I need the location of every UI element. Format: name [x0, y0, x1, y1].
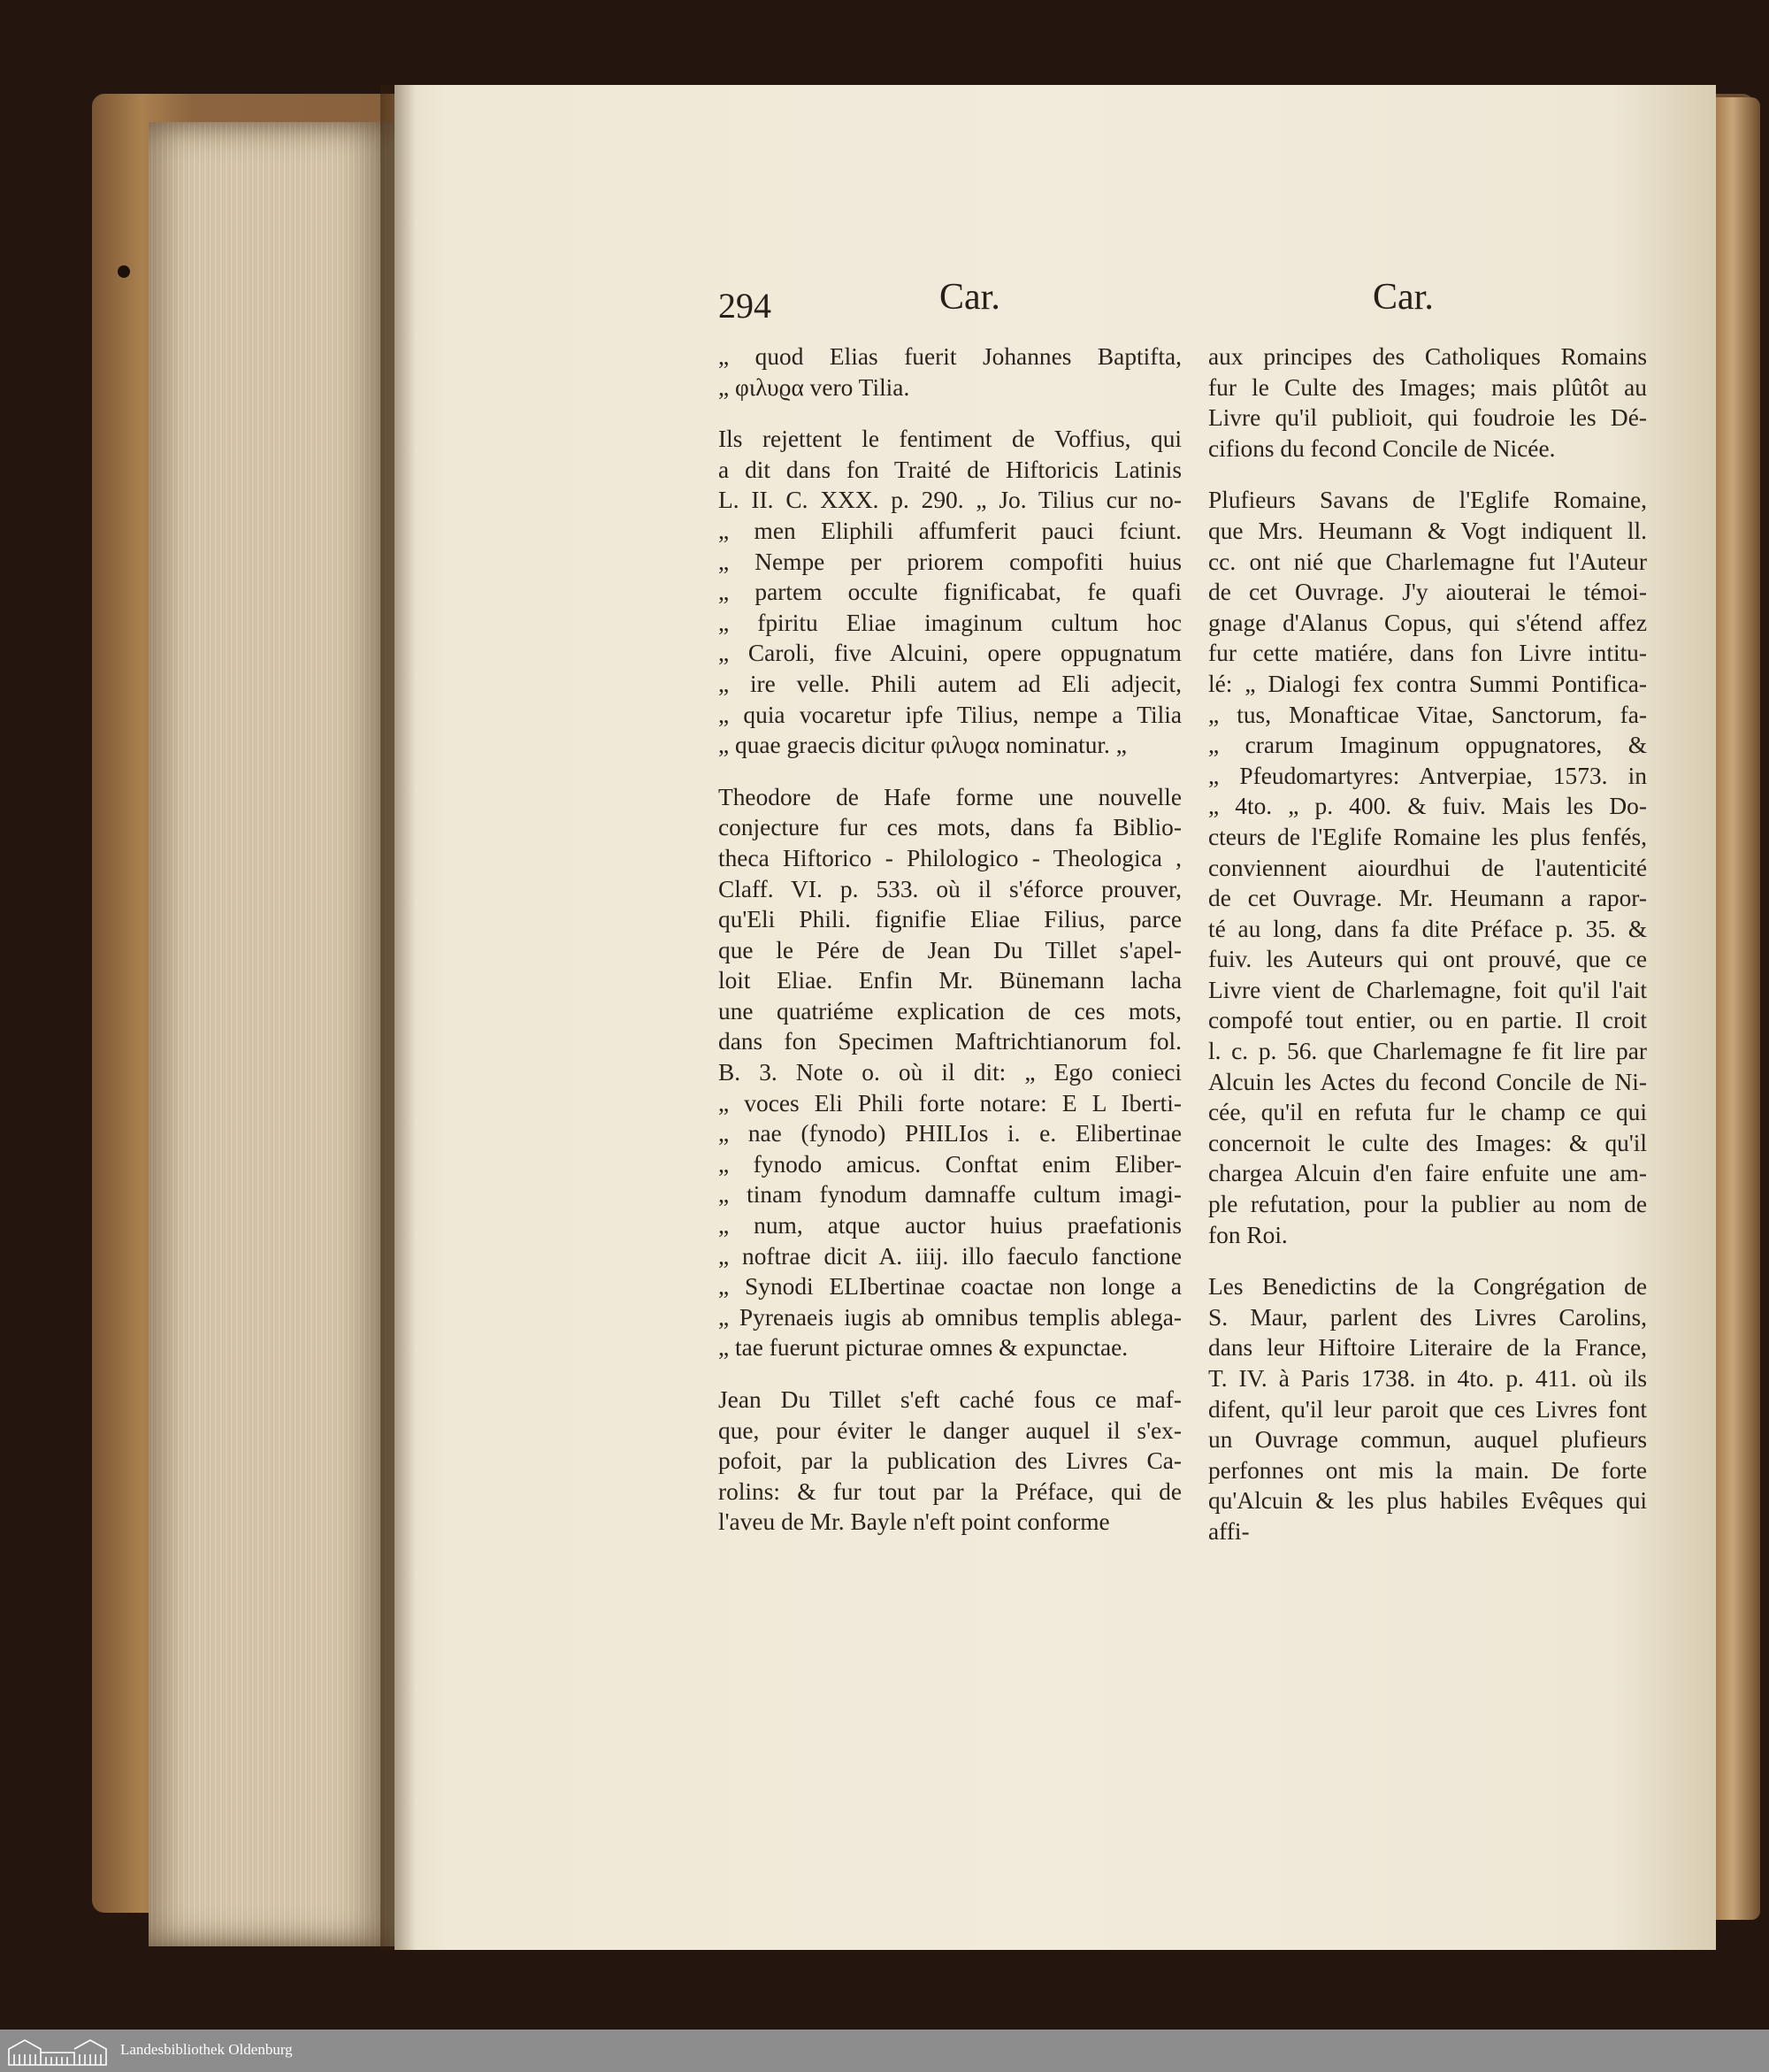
- text-line: Ils rejettent le fentiment de Voffius, qui: [718, 426, 1182, 453]
- text-line: aux principes des Catholiques Romains: [1208, 343, 1647, 370]
- right-text-column: [1208, 341, 1647, 1547]
- text-line: „ Nempe per priorem compofiti huius: [718, 548, 1182, 575]
- text-line: l'aveu de Mr. Bayle n'eft point conforme: [718, 1508, 1110, 1536]
- text-line: pofoit, par la publication des Livres Ca-: [718, 1447, 1182, 1475]
- running-head-right: Car.: [1373, 277, 1434, 318]
- text-line: L. II. C. XXX. p. 290. „ Jo. Tilius cur no-: [718, 487, 1182, 514]
- text-line: Plufieurs Savans de l'Eglife Romaine,: [1208, 487, 1647, 514]
- text-line: Livre qu'il publioit, qui foudroie les Dé-: [1208, 404, 1647, 432]
- text-line: „ quae graecis dicitur φιλυϱα nominatur. „: [718, 732, 1127, 759]
- text-line: Theodore de Hafe forme une nouvelle: [718, 783, 1182, 810]
- text-line: que Mrs. Heumann & Vogt indiquent ll.: [1208, 517, 1647, 544]
- text-line: „ φιλυϱα vero Tilia.: [718, 373, 910, 401]
- text-line: Alcuin les Actes du fecond Concile de Ni-: [1208, 1068, 1647, 1095]
- text-line: conjecture fur ces mots, dans fa Biblio-: [718, 814, 1182, 841]
- text-line: de cet Ouvrage. J'y aiouterai le témoi-: [1208, 579, 1647, 606]
- text-line: „ 4to. „ p. 400. & fuiv. Mais les Do-: [1208, 793, 1647, 820]
- text-line: „ tus, Monafticae Vitae, Sanctorum, fa-: [1208, 701, 1647, 728]
- text-line: „ men Eliphili affumferit pauci fciunt.: [718, 517, 1182, 544]
- text-line: theca Hiftorico - Philologico - Theologica ,: [718, 844, 1182, 871]
- paragraph-gap: [1208, 464, 1647, 485]
- text-line: „ fynodo amicus. Conftat enim Eliber-: [718, 1150, 1182, 1178]
- text-line: cée, qu'il en refuta fur le champ ce qui: [1208, 1099, 1647, 1126]
- text-line: qu'Eli Phili. fignifie Eliae Filius, parce: [718, 906, 1182, 933]
- text-line: conviennent aiourdhui de l'autenticité: [1208, 854, 1647, 881]
- page-number: 294: [718, 286, 771, 326]
- text-line: difent, qu'il leur paroit que ces Livres font: [1208, 1395, 1647, 1423]
- text-line: Les Benedictins de la Congrégation de: [1208, 1273, 1647, 1301]
- running-head-left: Car.: [939, 277, 1000, 318]
- text-line: „ Synodi ELIbertinae coactae non longe a: [718, 1273, 1182, 1301]
- text-line: „ crarum Imaginum oppugnatores, &: [1208, 732, 1647, 759]
- text-line: compofé tout entier, ou en partie. Il croit: [1208, 1007, 1647, 1034]
- paragraph-gap: [718, 1363, 1182, 1385]
- text-line: „ quia vocaretur ipfe Tilius, nempe a Tilia: [718, 701, 1182, 728]
- text-line: „ voces Eli Phili forte notare: E L Iberti-: [718, 1089, 1182, 1117]
- text-line: loit Eliae. Enfin Mr. Bünemann lacha: [718, 967, 1182, 994]
- text-line: „ Pfeudomartyres: Antverpiae, 1573. in: [1208, 762, 1647, 789]
- page-edges: [149, 122, 398, 1946]
- text-line: fur le Culte des Images; mais plûtôt au: [1208, 373, 1647, 401]
- text-line: lé: „ Dialogi fex contra Summi Pontifica-: [1208, 670, 1647, 697]
- text-line: cc. ont nié que Charlemagne fut l'Auteur: [1208, 548, 1647, 575]
- text-line: qu'Alcuin & les plus habiles Evêques qui: [1208, 1487, 1647, 1515]
- text-line: fur cette matiére, dans fon Livre intitu-: [1208, 640, 1647, 667]
- paragraph-gap: [718, 761, 1182, 782]
- text-line: „ noftrae dicit A. iiij. illo faeculo fanctione: [718, 1242, 1182, 1270]
- text-line: Jean Du Tillet s'eft caché fous ce maf-: [718, 1386, 1182, 1413]
- text-line: „ ire velle. Phili autem ad Eli adjecit,: [718, 670, 1182, 697]
- text-line: rolins: & fur tout par la Préface, qui de: [718, 1477, 1182, 1505]
- footer-bar: [0, 2030, 1769, 2072]
- text-line: que le Pére de Jean Du Tillet s'apel-: [718, 936, 1182, 963]
- text-line: Claff. VI. p. 533. où il s'éforce prouver,: [718, 875, 1182, 902]
- binding-hole: [118, 265, 130, 278]
- text-line: fuiv. les Auteurs qui ont prouvé, que ce: [1208, 946, 1647, 973]
- text-line: gnage d'Alanus Copus, qui s'étend affez: [1208, 609, 1647, 636]
- text-line: „ nae (fynodo) PHILIos i. e. Elibertinae: [718, 1120, 1182, 1147]
- text-line: cifions du fecond Concile de Nicée.: [1208, 434, 1556, 462]
- text-line: que, pour éviter le danger auquel il s'ex-: [718, 1416, 1182, 1444]
- text-line: une quatriéme explication de ces mots,: [718, 997, 1182, 1024]
- text-line: ple refutation, pour la publier au nom de: [1208, 1191, 1647, 1218]
- text-line: Livre vient de Charlemagne, foit qu'il l'ait: [1208, 976, 1647, 1003]
- text-line: fon Roi.: [1208, 1221, 1288, 1248]
- text-line: B. 3. Note o. où il dit: „ Ego conieci: [718, 1059, 1182, 1086]
- text-line: l. c. p. 56. que Charlemagne fe fit lire par: [1208, 1038, 1647, 1065]
- gutter-shadow: [380, 85, 416, 1950]
- text-line: „ Pyrenaeis iugis ab omnibus templis ablega-: [718, 1303, 1182, 1331]
- text-line: „ tae fuerunt picturae omnes & expunctae.: [718, 1334, 1129, 1362]
- text-line: „ tinam fynodum damnaffe cultum imagi-: [718, 1181, 1182, 1209]
- text-line: dans leur Hiftoire Literaire de la France,: [1208, 1334, 1647, 1362]
- text-line: „ Caroli, five Alcuini, opere oppugnatum: [718, 640, 1182, 667]
- text-line: S. Maur, parlent des Livres Carolins,: [1208, 1303, 1647, 1331]
- text-line: „ partem occulte fignificabat, fe quafi: [718, 579, 1182, 606]
- left-text-column: [718, 341, 1182, 1538]
- paragraph-gap: [1208, 1250, 1647, 1271]
- text-line: cteurs de l'Eglife Romaine les plus fenfés,: [1208, 823, 1647, 850]
- text-line: chargea Alcuin d'en faire enfuite une am-: [1208, 1160, 1647, 1187]
- text-line: affi-: [1208, 1517, 1250, 1545]
- text-line: té au long, dans fa dite Préface p. 35. &: [1208, 915, 1647, 942]
- text-line: dans fon Specimen Maftrichtianorum fol.: [718, 1028, 1182, 1055]
- text-line: „ num, atque auctor huius praefationis: [718, 1212, 1182, 1239]
- text-line: de cet Ouvrage. Mr. Heumann a rapor-: [1208, 885, 1647, 912]
- text-line: a dit dans fon Traité de Hiftoricis Latinis: [718, 456, 1182, 483]
- paragraph-gap: [718, 403, 1182, 424]
- library-building-logo-icon: [5, 2035, 110, 2067]
- text-line: „ quod Elias fuerit Johannes Baptifta,: [718, 343, 1182, 370]
- text-line: concernoit le culte des Images: & qu'il: [1208, 1129, 1647, 1156]
- text-line: „ fpiritu Eliae imaginum cultum hoc: [718, 609, 1182, 636]
- text-line: un Ouvrage commun, auquel plufieurs: [1208, 1426, 1647, 1454]
- text-line: T. IV. à Paris 1738. in 4to. p. 411. où ils: [1208, 1365, 1647, 1392]
- facing-page-edge: [1714, 97, 1760, 1920]
- text-line: perfonnes ont mis la main. De forte: [1208, 1456, 1647, 1484]
- institution-name: Landesbibliothek Oldenburg: [120, 2041, 293, 2058]
